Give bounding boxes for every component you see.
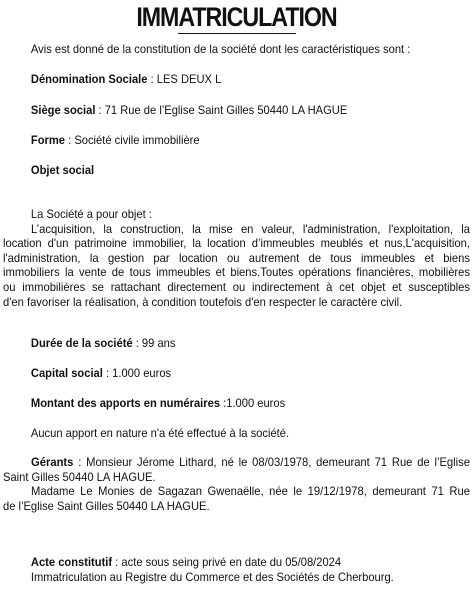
acte-paragraph <box>3 555 470 584</box>
apports-label: Montant des apports en numéraires <box>30 396 221 410</box>
denomination-label: Dénomination Sociale <box>30 72 148 86</box>
acte-line: Immatriculation au Registre du Commerce et des Sociétés de Cherbourg. <box>30 569 394 584</box>
siege-value: : 71 Rue de l’Eglise Saint Gilles 50440 LA HAGUE <box>95 103 348 117</box>
notice-title: IMMATRICULATION <box>136 2 337 32</box>
acte-value: : acte sous seing privé en date du 05/08/2024 <box>112 555 342 569</box>
forme-value: : Société civile immobilière <box>65 133 200 147</box>
denomination-row <box>3 72 470 87</box>
gerants-line: de l’Eglise Saint Gilles 50440 LA HAGUE. <box>3 498 210 513</box>
duree-value: : 99 ans <box>132 336 176 350</box>
gerants-label: Gérants <box>31 455 74 469</box>
gerants-line: Madame Le Monies de Sagazan Gwenaëlle, née le 19/12/1978, demeurant 71 Rue <box>31 484 471 499</box>
gerants-paragraph <box>3 455 470 513</box>
objet-paragraph <box>3 207 470 309</box>
denomination-value: : LES DEUX L <box>147 72 222 86</box>
acte-label: Acte constitutif <box>30 555 113 569</box>
title-underline <box>178 33 296 34</box>
apport-nature-text: Aucun apport en nature n'a été effectué à la société. <box>30 426 290 440</box>
duree-row <box>3 336 470 351</box>
objet-line: ou immobilières se rattachant directement ou indirectement à cet objet et susceptibles <box>3 279 470 294</box>
gerants-line: : Monsieur Jérome Lithard, né le 08/03/1978, demeurant 71 Rue de l’Eglise <box>73 455 471 469</box>
objet-line: L’acquisition, la construction, la mise en valeur, l'administration, l'exploitation, la <box>31 221 471 236</box>
capital-label: Capital social <box>30 366 103 380</box>
forme-label: Forme <box>30 133 66 147</box>
duree-label: Durée de la société <box>30 336 133 350</box>
objet-line: location d'un patrimoine immobilier, la location d’immeubles meublés et nus,L'acquisition, <box>3 236 470 251</box>
objet-line: d'en favoriser la réalisation, à condition toutefois d'en respecter le caractère civil. <box>3 294 403 309</box>
forme-row <box>3 133 470 148</box>
objet-label: Objet social <box>30 163 95 177</box>
apports-row <box>3 396 470 411</box>
intro-text: Avis est donné de la constitution de la société dont les caractéristiques sont : <box>30 42 411 56</box>
intro-paragraph <box>3 42 470 57</box>
objet-line: immobiliers la vente de tous immeubles et biens.Toutes opérations financières, mobilières <box>3 265 470 280</box>
apport-nature-row <box>3 426 470 441</box>
siege-label: Siège social <box>30 103 96 117</box>
siege-row <box>3 103 470 118</box>
capital-row <box>3 366 470 381</box>
apports-value: :1.000 euros <box>220 396 286 410</box>
capital-value: : 1.000 euros <box>102 366 172 380</box>
objet-heading-row <box>3 163 470 178</box>
gerants-line: Saint Gilles 50440 LA HAGUE. <box>3 469 156 484</box>
objet-line: l'administration, la gestion par location ou autrement de tous immeubles et biens <box>3 250 470 265</box>
objet-lead: La Société a pour objet : <box>30 207 152 221</box>
